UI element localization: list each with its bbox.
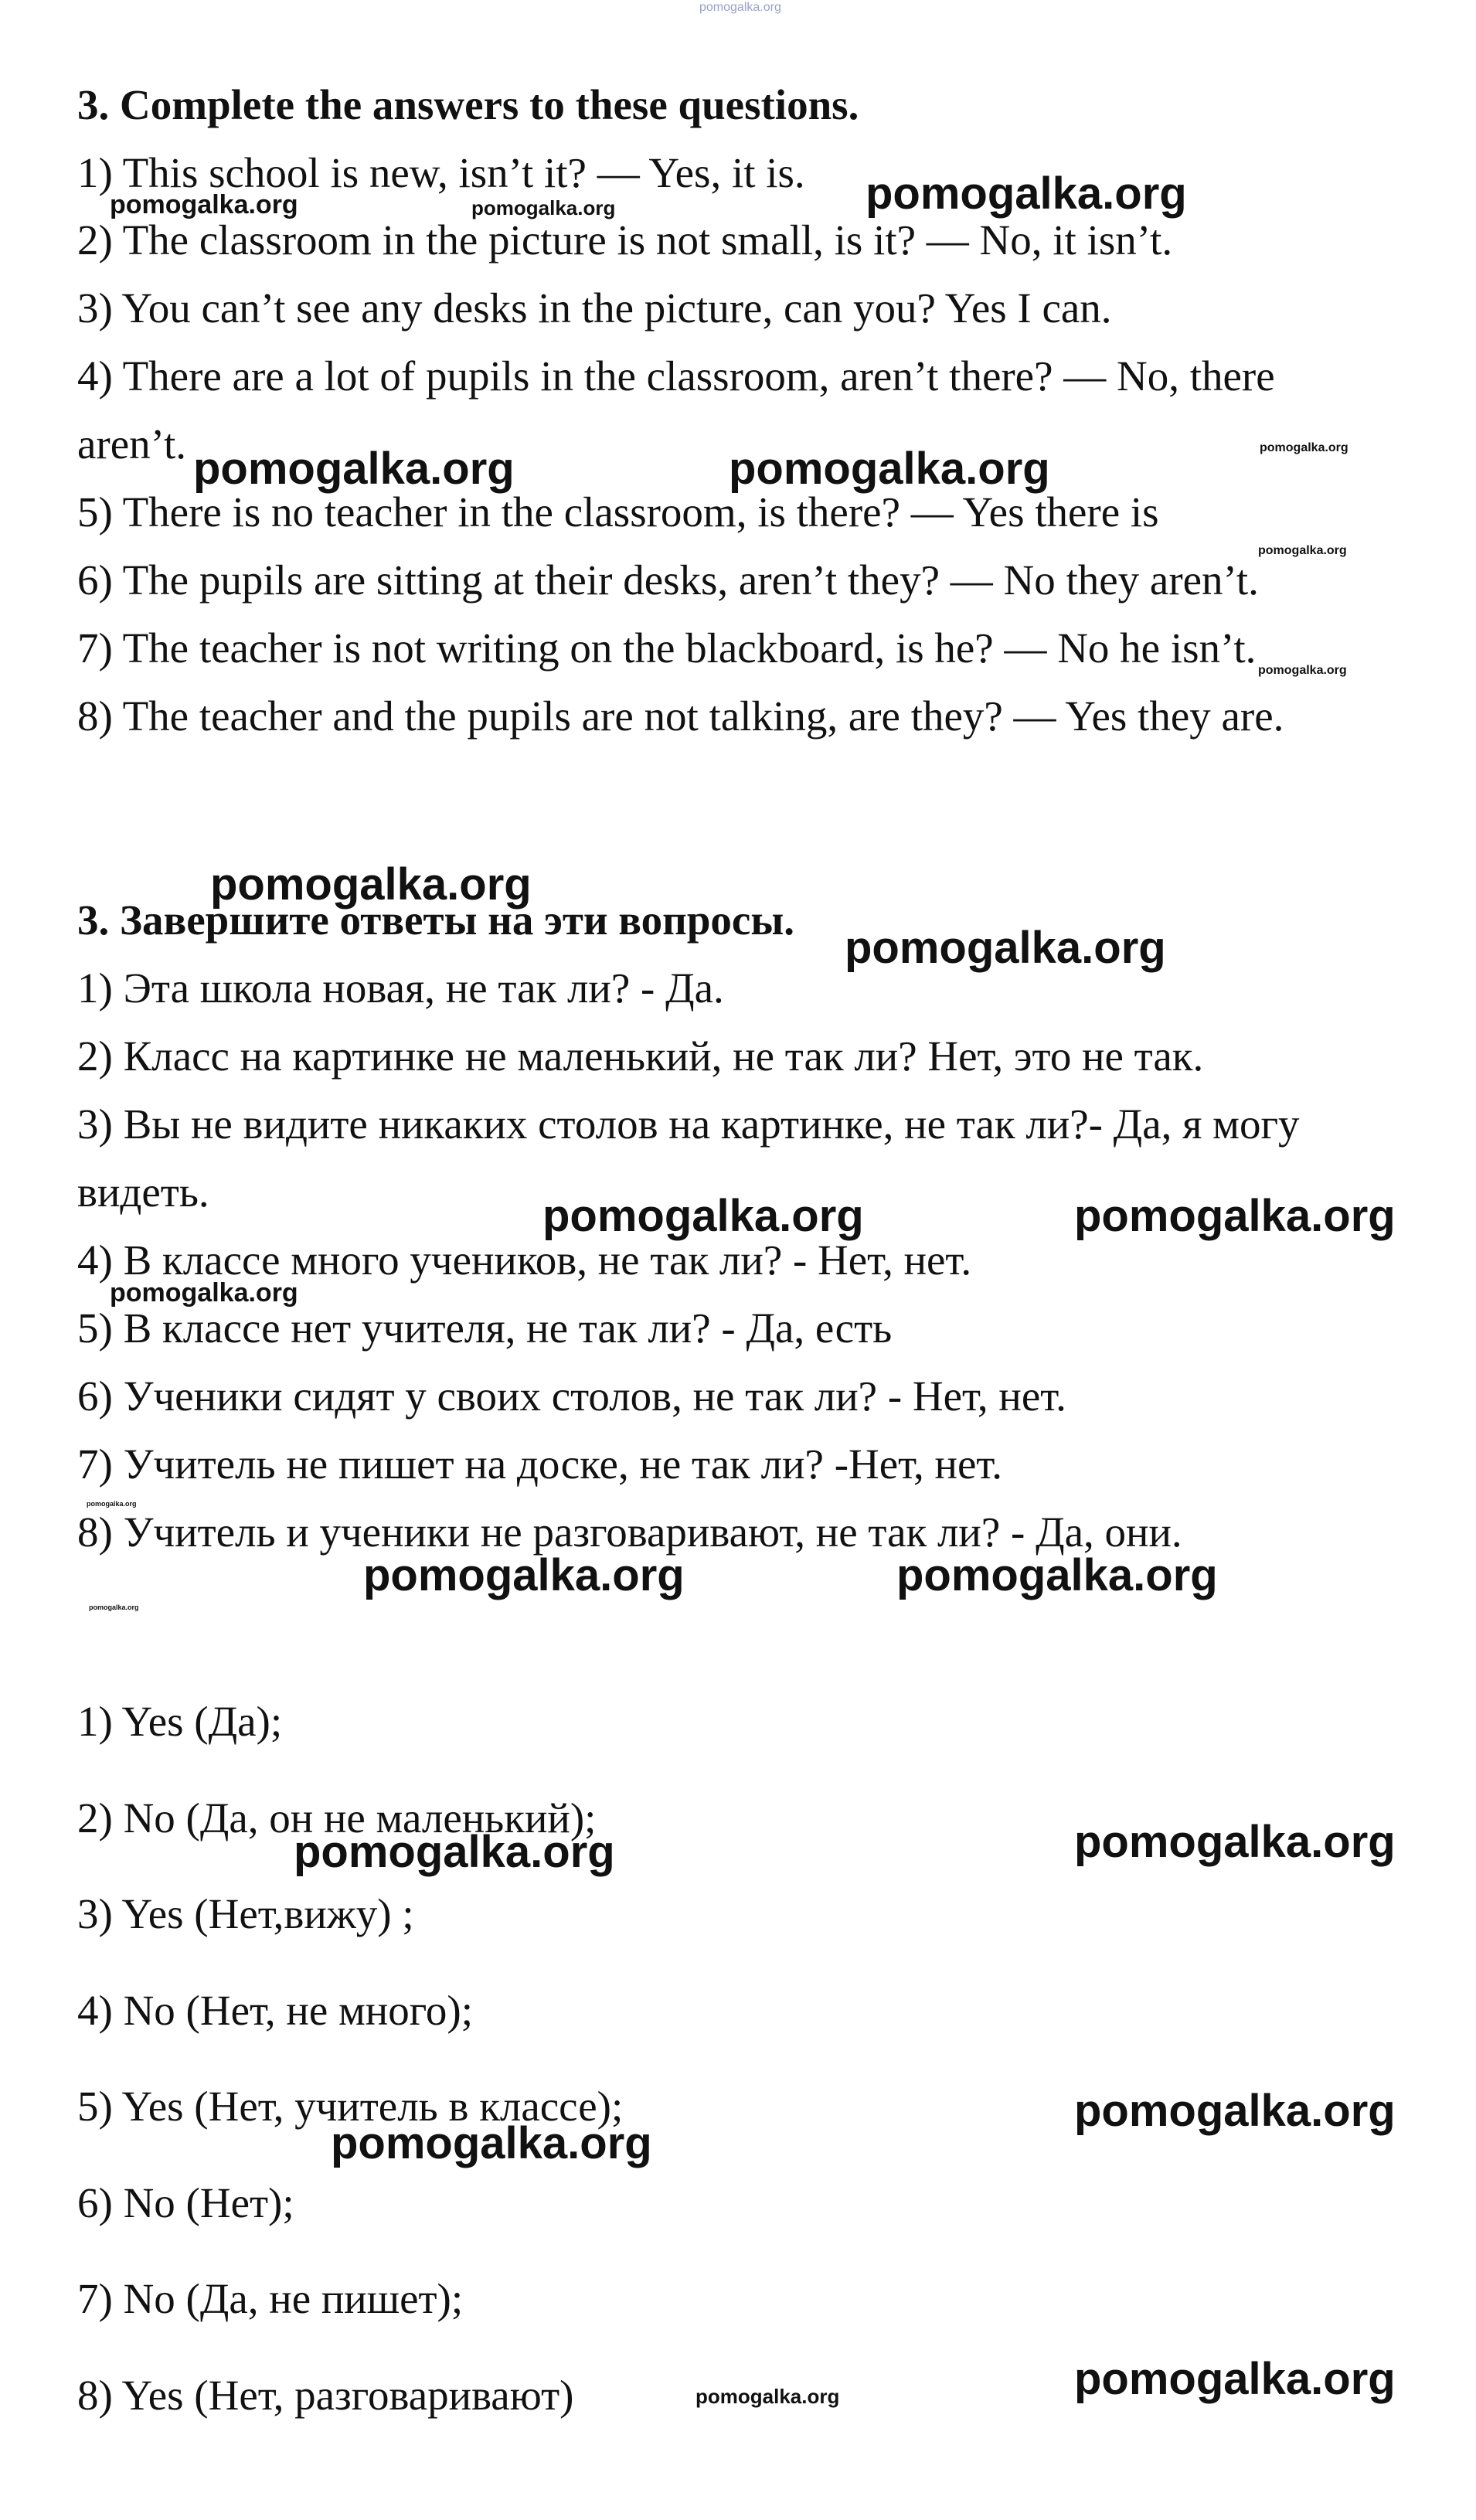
- watermark: pomogalka.org: [1260, 441, 1348, 454]
- watermark: pomogalka.org: [87, 1500, 137, 1508]
- english-line-4-cont: aren’t.: [77, 420, 186, 468]
- russian-line-8: 8) Учитель и ученики не разговаривают, не так ли? - Да, они.: [77, 1508, 1182, 1556]
- russian-line-3: 3) Вы не видите никаких столов на картинке, не так ли?- Да, я могу: [77, 1100, 1300, 1148]
- english-line-1: 1) This school is new, isn’t it? — Yes, it is.: [77, 149, 805, 196]
- watermark: pomogalka.org: [1258, 664, 1347, 677]
- watermark-top: pomogalka.org: [699, 1, 781, 14]
- watermark: pomogalka.org: [866, 168, 1187, 219]
- russian-line-4: 4) В классе много учеников, не так ли? - Нет, нет.: [77, 1236, 972, 1284]
- watermark: pomogalka.org: [89, 1603, 139, 1611]
- english-line-3: 3) You can’t see any desks in the picture, can you? Yes I can.: [77, 284, 1112, 332]
- english-line-4: 4) There are a lot of pupils in the classroom, aren’t there? — No, there: [77, 352, 1275, 400]
- watermark: pomogalka.org: [294, 1827, 615, 1877]
- watermark: pomogalka.org: [845, 923, 1166, 973]
- answer-line-2: 2) No (Да, он не маленький);: [77, 1794, 597, 1842]
- watermark: pomogalka.org: [695, 2385, 840, 2408]
- russian-line-5: 5) В классе нет учителя, не так ли? - Да, есть: [77, 1304, 893, 1352]
- watermark: pomogalka.org: [1074, 1191, 1396, 1241]
- watermark: pomogalka.org: [1074, 2086, 1396, 2136]
- watermark: pomogalka.org: [1074, 2354, 1396, 2404]
- watermark: pomogalka.org: [1074, 1817, 1396, 1867]
- watermark: pomogalka.org: [542, 1191, 864, 1241]
- english-line-7: 7) The teacher is not writing on the blackboard, is he? — No he isn’t.: [77, 624, 1257, 672]
- russian-line-2: 2) Класс на картинке не маленький, не так ли? Нет, это не так.: [77, 1032, 1204, 1080]
- watermark: pomogalka.org: [896, 1550, 1218, 1600]
- watermark: pomogalka.org: [363, 1550, 685, 1600]
- russian-line-1: 1) Эта школа новая, не так ли? - Да.: [77, 964, 724, 1012]
- answer-line-8: 8) Yes (Нет, разговаривают): [77, 2372, 574, 2419]
- answer-line-6: 6) No (Нет);: [77, 2179, 294, 2226]
- watermark: pomogalka.org: [729, 444, 1050, 494]
- russian-line-6: 6) Ученики сидят у своих столов, не так ли? - Нет, нет.: [77, 1372, 1066, 1420]
- english-line-5: 5) There is no teacher in the classroom, is there? — Yes there is: [77, 488, 1159, 536]
- english-line-6: 6) The pupils are sitting at their desks, aren’t they? — No they aren’t.: [77, 556, 1259, 604]
- answer-line-5: 5) Yes (Нет, учитель в классе);: [77, 2083, 624, 2130]
- watermark: pomogalka.org: [331, 2118, 652, 2168]
- watermark: pomogalka.org: [210, 859, 532, 910]
- russian-line-3-cont: видеть.: [77, 1168, 209, 1216]
- english-line-8: 8) The teacher and the pupils are not talking, are they? — Yes they are.: [77, 692, 1284, 740]
- russian-heading: 3. Завершите ответы на эти вопросы.: [77, 896, 795, 944]
- answer-line-3: 3) Yes (Нет,вижу) ;: [77, 1890, 414, 1937]
- watermark: pomogalka.org: [193, 444, 515, 494]
- watermark: pomogalka.org: [110, 190, 298, 219]
- english-line-2: 2) The classroom in the picture is not small, is it? — No, it isn’t.: [77, 216, 1173, 264]
- russian-line-7: 7) Учитель не пишет на доске, не так ли? -Нет, нет.: [77, 1440, 1003, 1488]
- english-heading: 3. Complete the answers to these questions.: [77, 81, 859, 128]
- watermark: pomogalka.org: [1258, 544, 1347, 557]
- answer-line-7: 7) No (Да, не пишет);: [77, 2275, 464, 2322]
- answer-line-1: 1) Yes (Да);: [77, 1698, 283, 1745]
- answer-line-4: 4) No (Нет, не много);: [77, 1987, 473, 2034]
- watermark: pomogalka.org: [471, 196, 616, 219]
- watermark: pomogalka.org: [110, 1278, 298, 1308]
